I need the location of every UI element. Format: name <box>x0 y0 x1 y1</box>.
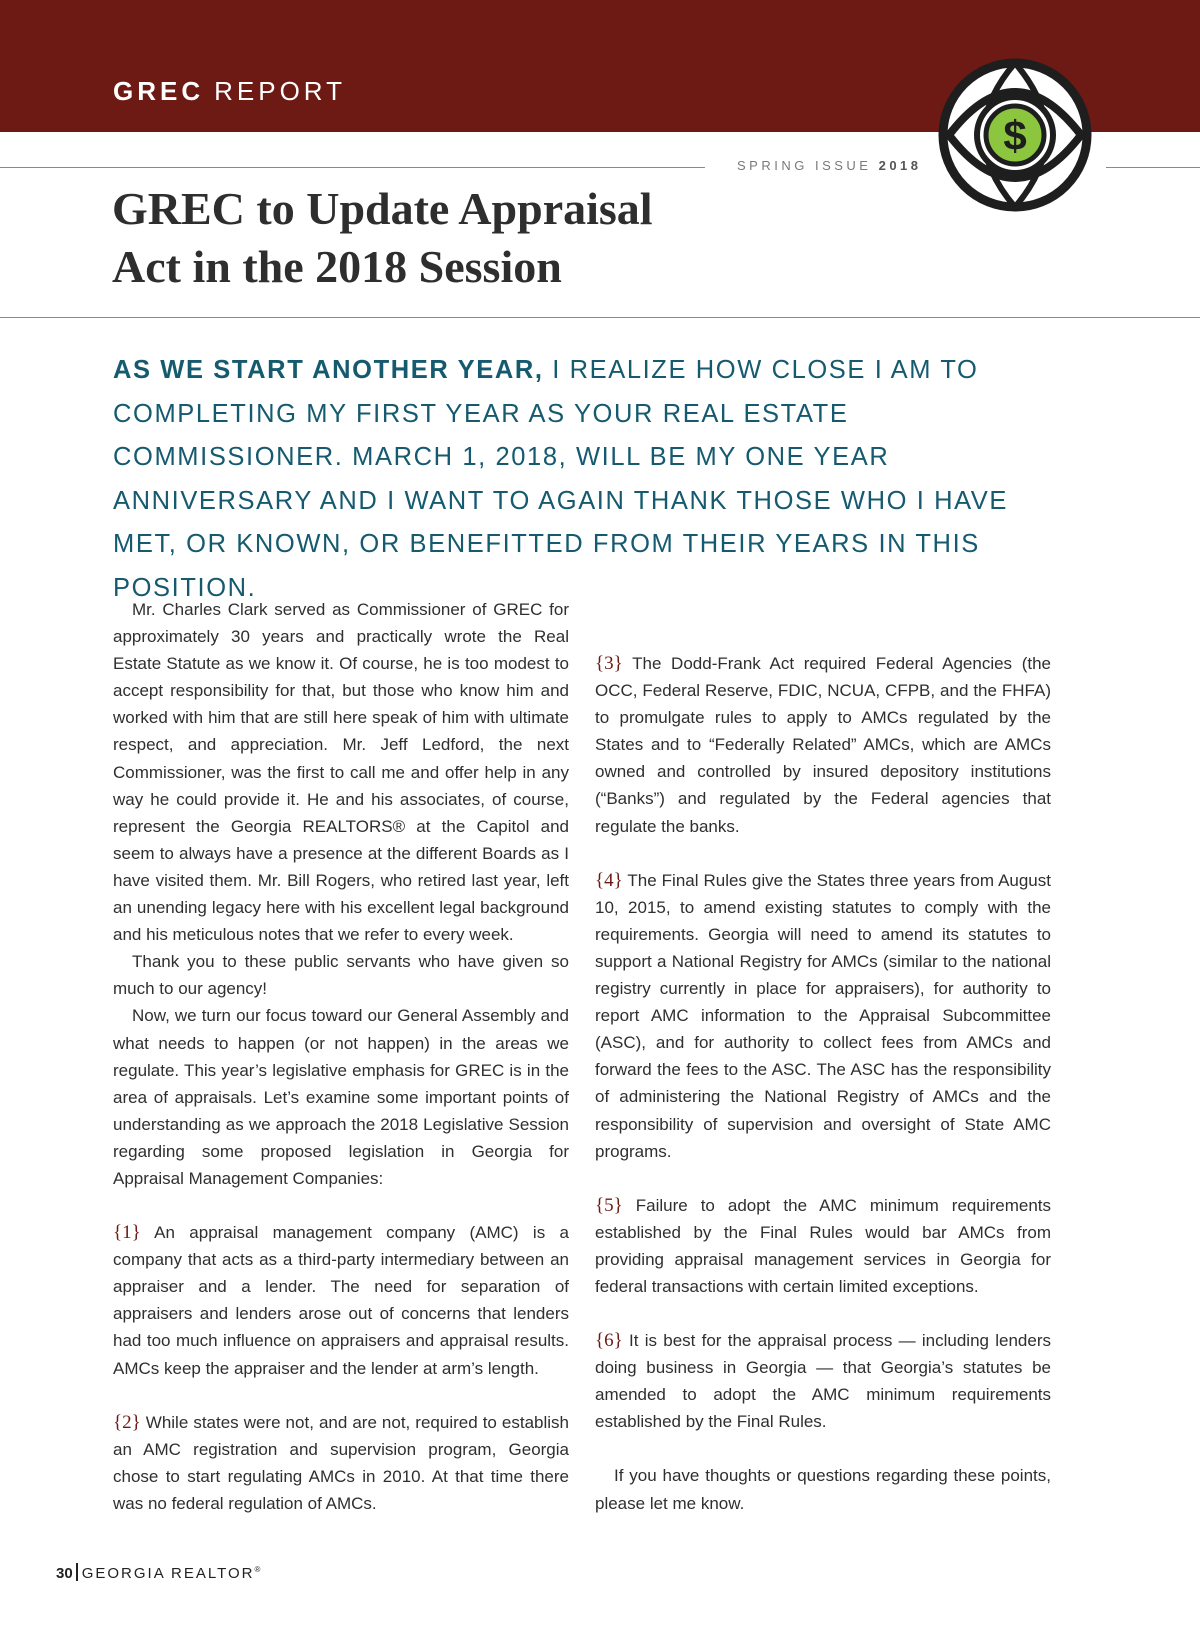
point-text: Failure to adopt the AMC minimum requirements established by the Final Rules would bar AMCs from providing appraisal management services in Georgia for federal transactions with certain limited exceptions. <box>595 1195 1051 1296</box>
footer-divider <box>76 1563 78 1581</box>
point-3 <box>595 650 1051 840</box>
point-number: {6} <box>595 1330 623 1352</box>
point-number: {4} <box>595 869 623 891</box>
point-text: While states were not, and are not, required to establish an AMC registration and supervision program, Georgia chose to start regulating AMCs in 2010. At that time there was no federal regulation of AMCs. <box>113 1412 569 1513</box>
registered-mark: ® <box>254 1565 263 1574</box>
point-2 <box>113 1409 569 1517</box>
section-title-light: REPORT <box>214 76 346 106</box>
point-text: The Dodd-Frank Act required Federal Agencies (the OCC, Federal Reserve, FDIC, NCUA, CFPB, and the FHFA) to promulgate rules to apply to AMCs regulated by the States and to “Federally Related” AMCs, which are AMCs owned and controlled by insured depository institutions (“Banks”) and regulated by the Federal agencies that regulate the banks. <box>595 654 1051 836</box>
column-left <box>113 596 569 1517</box>
article-headline <box>112 180 732 296</box>
divider-top-right <box>1106 167 1200 168</box>
paragraph-2: Thank you to these public servants who have given so much to our agency! <box>113 952 569 999</box>
divider-headline <box>0 317 1200 318</box>
point-number: {5} <box>595 1194 623 1216</box>
issue-season: SPRING ISSUE <box>737 158 872 173</box>
headline-line-1: GREC to Update Appraisal <box>112 183 653 234</box>
closing-paragraph: If you have thoughts or questions regarding these points, please let me know. <box>595 1466 1051 1513</box>
divider-top-left <box>0 167 705 168</box>
section-title-strong: GREC <box>113 76 205 106</box>
page-number: 30 <box>56 1565 73 1582</box>
page-footer <box>56 1563 262 1582</box>
issue-year: 2018 <box>878 158 922 173</box>
headline-line-2: Act in the 2018 Session <box>112 241 562 292</box>
paragraph-1: Mr. Charles Clark served as Commissioner of GREC for approximately 30 years and practically wrote the Real Estate Statute as we know it. Of course, he is too modest to accept responsibility for that, but those who know him and worked with him that are still here speak of him with ultimate respect, and appreciation. Mr. Jeff Ledford, the next Commissioner, was the first to call me and offer help in any way he could provide it. He and his associates, of course, represent the Georgia REALTORS® at the Capitol and seem to always have a presence at the different Boards as I have visited them. Mr. Bill Rogers, who retired last year, left an unending legacy here with his excellent legal background and his meticulous notes that we refer to every week. <box>113 600 569 945</box>
point-number: {3} <box>595 653 623 674</box>
point-number: {1} <box>113 1222 141 1244</box>
dollar-eye-logo-icon <box>935 55 1095 215</box>
point-4 <box>595 867 1051 1165</box>
lead-strong: AS WE START ANOTHER YEAR, <box>113 356 544 384</box>
section-title <box>113 76 346 107</box>
publication-name: GEORGIA REALTOR <box>81 1565 255 1582</box>
point-number: {2} <box>113 1411 141 1433</box>
point-text: The Final Rules give the States three years from August 10, 2015, to amend existing statutes to comply with the requirements. Georgia will need to amend its statutes to support a National Registry for AMCs (similar to the national registry currently in place for appraisers), for authority to report AMC information to the Appraisal Subcommittee (ASC), and for authority to collect fees from AMCs and forward the fees to the ASC. The ASC has the responsibility of administering the National Registry of AMCs and the responsibility of supervision and oversight of State AMC programs. <box>595 870 1051 1161</box>
point-1 <box>113 1219 569 1382</box>
issue-label <box>737 158 922 173</box>
svg-text:$: $ <box>1003 112 1027 159</box>
column-right <box>595 596 1051 1517</box>
point-text: It is best for the appraisal process — including lenders doing business in Georgia — that Georgia’s statutes be amended to adopt the AMC minimum requirements established by the Final Rules. <box>595 1331 1051 1432</box>
lead-text: I REALIZE HOW CLOSE I AM TO COMPLETING MY FIRST YEAR AS YOUR REAL ESTATE COMMISSIONER. MARCH 1, 2018, WILL BE MY ONE YEAR ANNIVERSARY AND I WANT TO AGAIN THANK THOSE WHO I HAVE MET, OR KNOWN, OR BENEFITTED FROM THEIR YEARS IN THIS POSITION. <box>113 356 1009 602</box>
point-6 <box>595 1327 1051 1435</box>
paragraph-3: Now, we turn our focus toward our General Assembly and what needs to happen (or not happen) in the areas we regulate. This year’s legislative emphasis for GREC is in the area of appraisals. Let’s examine some important points of understanding as we approach the 2018 Legislative Session regarding some proposed legislation in Georgia for Appraisal Management Companies: <box>113 1006 569 1188</box>
point-5 <box>595 1192 1051 1300</box>
lead-paragraph <box>113 349 1053 611</box>
point-text: An appraisal management company (AMC) is a company that acts as a third-party intermediary between an appraiser and a lender. The need for separation of appraisers and lenders arose out of concerns that lenders had too much influence on appraisers and appraisal results. AMCs keep the appraiser and the lender at arm’s length. <box>113 1223 569 1378</box>
